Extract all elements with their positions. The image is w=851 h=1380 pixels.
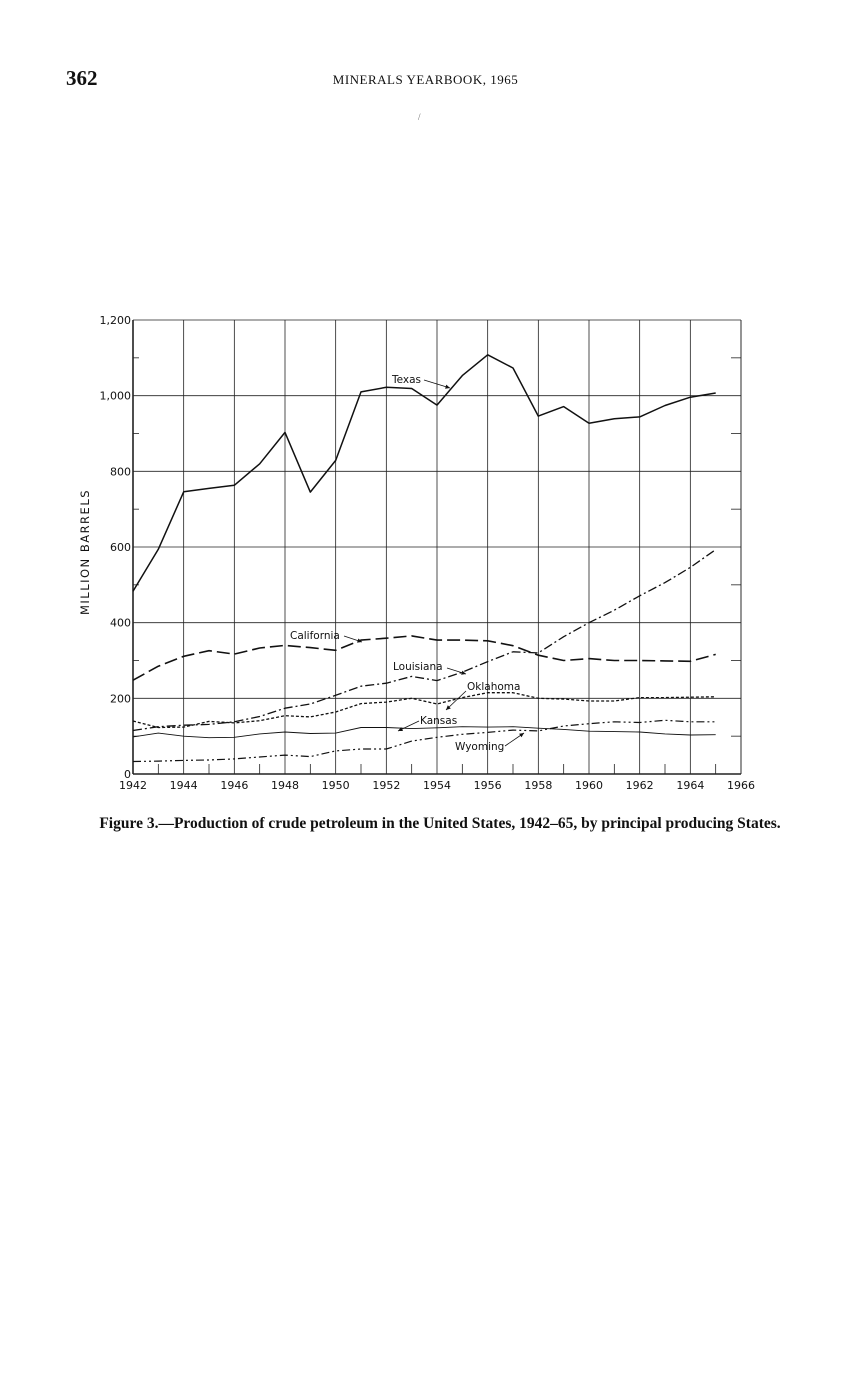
x-tick-label: 1956 [473, 779, 502, 792]
x-tick-label: 1948 [271, 779, 299, 792]
series-layer [133, 355, 716, 762]
series-label-wyoming: Wyoming [455, 741, 505, 753]
figure-caption [60, 813, 820, 834]
x-tick-label: 1950 [321, 779, 350, 792]
x-tick-label: 1966 [727, 779, 755, 792]
x-tick-label: 1962 [625, 779, 654, 792]
y-tick-label: 400 [110, 616, 131, 630]
running-title: MINERALS YEARBOOK, 1965 [332, 72, 519, 87]
label-layer [290, 374, 524, 753]
y-tick-label: 800 [110, 465, 131, 479]
x-tick-label: 1964 [676, 779, 705, 792]
x-tick-label: 1942 [119, 779, 147, 792]
x-tick-label: 1944 [169, 779, 198, 792]
series-label-kansas: Kansas [420, 715, 458, 727]
x-tick-label: 1952 [372, 779, 401, 792]
series-line-louisiana [133, 550, 716, 731]
y-tick-label: 600 [110, 541, 131, 554]
x-tick-label: 1954 [423, 779, 451, 792]
x-tick-label: 1946 [220, 779, 249, 792]
series-label-oklahoma: Oklahoma [467, 681, 521, 693]
scan-speck: / [418, 112, 421, 122]
x-tick-label: 1958 [524, 779, 553, 792]
series-label-louisiana: Louisiana [393, 661, 443, 673]
leader-arrow-wyoming [519, 733, 524, 737]
series-line-texas [133, 355, 716, 592]
caption-text: —Production of crude petroleum in the United States, 1942–65, by principal producing States. [158, 815, 781, 832]
y-tick-label: 0 [124, 768, 131, 781]
y-tick-label: 200 [110, 692, 131, 706]
grid-layer [133, 320, 741, 774]
y-tick-label: 1,200 [99, 314, 131, 327]
y-axis-title: MILLION BARRELS [78, 488, 92, 616]
y-tick-label: 1,000 [99, 389, 131, 403]
page-number: 362 [66, 66, 98, 90]
figure-label: Figure 3. [99, 815, 159, 832]
series-label-texas: Texas [392, 374, 422, 386]
series-line-kansas [133, 727, 716, 738]
x-tick-label: 1960 [575, 779, 603, 792]
series-label-california: California [290, 630, 340, 642]
series-line-california [133, 636, 716, 680]
